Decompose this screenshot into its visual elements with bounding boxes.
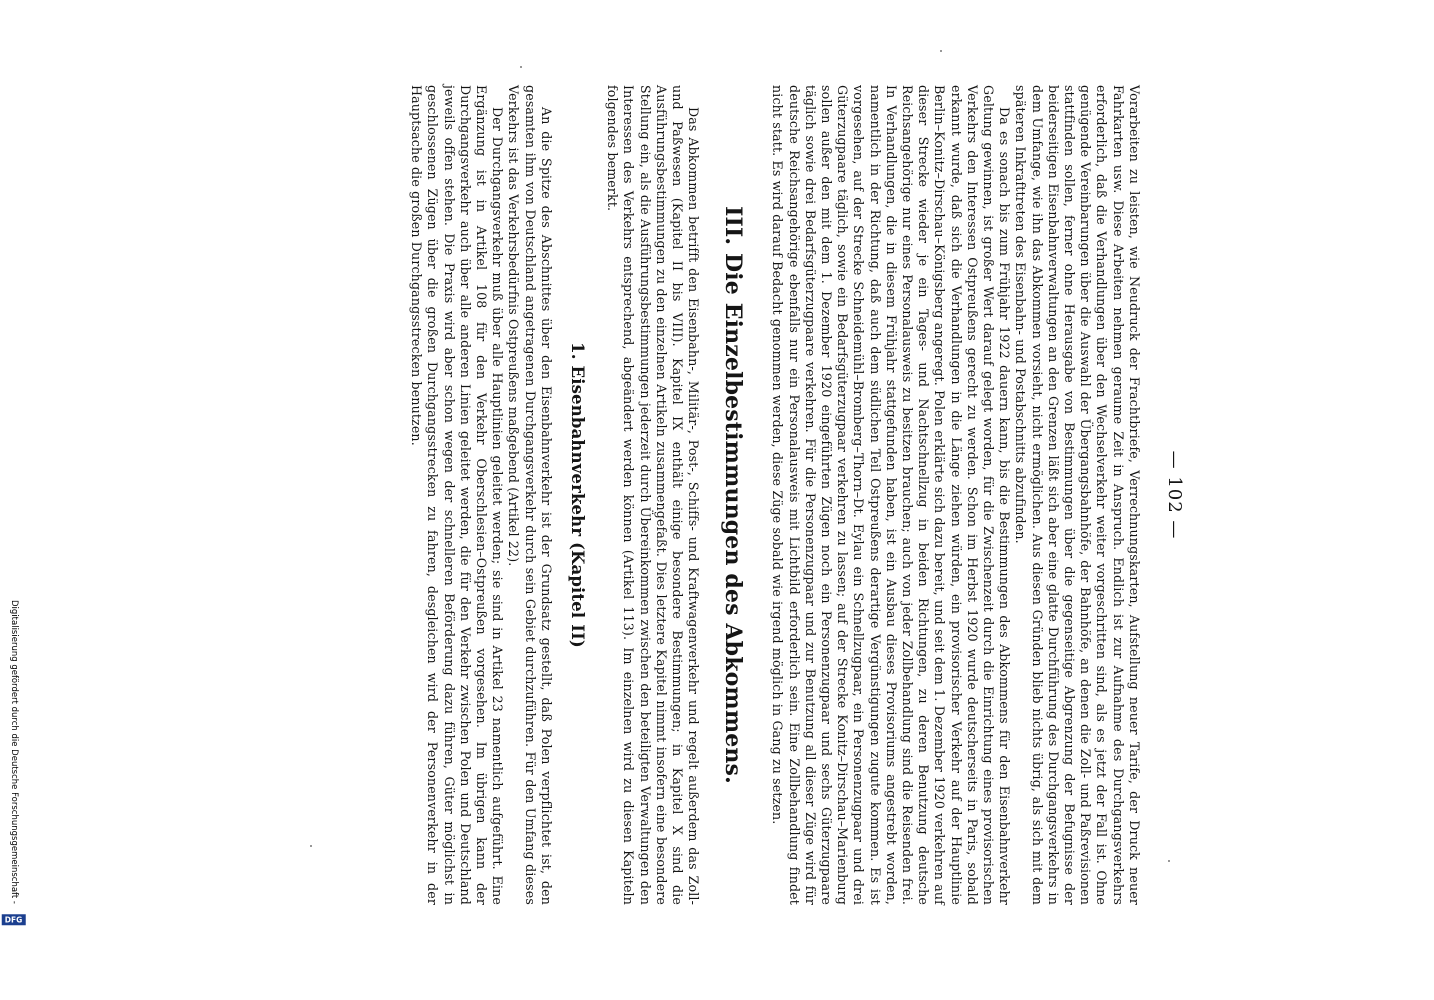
digitization-credit-text: Digitalisierung gefördert durch die Deutsche Forschungsgemeinschaft -	[9, 600, 19, 904]
scan-speck	[520, 66, 522, 68]
dfg-logo: DFG	[2, 914, 26, 925]
page-number: — 102 —	[1164, 450, 1185, 540]
rotated-page-content	[408, 85, 1185, 905]
body-paragraph: Der Durchgangsverkehr muß über alle Hauptlinien geleitet werden; sie sind in Artikel 23 namentlich aufgeführt. Eine Ergänzung ist in Artikel 108 für den Verkehr Oberschlesien–Ostpreußen vorgesehen. Im übrigen kann der Durchgangsverkehr auch über alle anderen Linien geleitet werden, die für den Verkehr zwischen Polen und Deutschland jeweils offen stehen. Die Praxis wird aber schon wegen der schnelleren Beförderung dazu führen, Güter möglichst in geschlossenen Zügen über die großen Durchgangsstrecken zu fahren, desgleichen wird der Personenverkehr in der Hauptsache die großen Durchgangsstrecken benutzen.	[409, 85, 506, 905]
body-paragraph: Da es sonach bis zum Frühjahr 1922 dauern kann, bis die Bestimmungen des Abkommens für den Eisenbahnverkehr Geltung gewinnen, ist großer Wert darauf gelegt worden, für die Zwischenzeit durch die Einrichtung eines provisorischen Verkehrs den Interessen Ostpreußens gerecht zu werden. Schon im Herbst 1920 wurde deutscherseits in Paris, sobald erkannt wurde, daß sich die Verhandlungen in die Länge ziehen würden, ein provisorischer Verkehr auf der Hauptlinie Berlin–Konitz–Dirschau–Königsberg angeregt. Polen erklärte sich dazu bereit, und seit dem 1. Dezember 1920 verkehren auf dieser Strecke wieder je ein Tages- und Nachtschnellzug in beiden Richtungen, zu deren Benutzung deutsche Reichsangehörige nur eines Personalausweis zu besitzen brauchen; auch von jeder Zollbehandlung sind die Reisenden frei. In Verhandlungen, die in diesem Frühjahr stattgefunden haben, ist ein Ausbau dieses Provisoriums angestrebt worden, namentlich in der Richtung, daß auch dem südlichen Teil Ostpreußens derartige Vergünstigungen zugute kommen. Es ist vorgesehen, auf der Strecke Schneidemühl–Bromberg–Thorn–Dt. Eylau ein Schnellzugpaar, ein Personenzugpaar und drei Güterzugpaare täglich, sowie ein Bedarfsgüterzugpaar verkehren zu lassen; auf der Strecke Konitz–Dirschau–Marienburg sollen außer den mit dem 1. Dezember 1920 eingeführten Zügen noch ein Personenzugpaar und sechs Güterzugpaare täglich sowie drei Bedarfsgüterzugpaare verkehren. Für die Personenzugpaar und zur Benutzung all dieser Züge wird für deutsche Reichsangehörige ebenfalls nur ein Personalausweis mit Lichtbild erforderlich sein. Eine Zollbehandlung findet nicht statt. Es wird darauf Bedacht genommen werden, diese Züge sobald wie irgend möglich in Gang zu setzen.	[770, 85, 1013, 905]
subsection-heading: 1. Eisenbahnverkehr (Kapitel II)	[567, 342, 587, 648]
section-heading: III. Die Einzelbestimmungen des Abkommens.	[720, 206, 747, 784]
body-paragraph: Das Abkommen betrifft den Eisenbahn-, Militär-, Post-, Schiffs- und Kraftwagenverkehr und regelt außerdem das Zoll- und Paßwesen (Kapitel II bis VIII). Kapitel IX enthält einige besondere Bestimmungen; in Kapitel X sind die Ausführungsbestimmungen zu den einzelnen Artikeln zusammengefaßt. Dies letztere Kapitel nimmt insofern eine besondere Stellung ein, als die Ausführungsbestimmungen jederzeit durch Übereinkommen zwischen den beteiligten Verwaltungen den Interessen des Verkehrs entsprechend, abgeändert werden können (Artikel 113). Im einzelnen wird zu diesen Kapiteln folgendes bemerkt.	[605, 85, 702, 905]
scan-speck	[310, 845, 312, 847]
scan-speck	[940, 50, 942, 52]
body-paragraph: An die Spitze des Abschnittes über den Eisenbahnverkehr ist der Grundsatz gestellt, daß Polen verpflichtet ist, den gesamten ihm von Deutschland angetragenen Durchgangsverkehr durch sein Gebiet durchzuführen. Für den Umfang dieses Verkehrs ist das Verkehrsbedürfnis Ostpreußens maßgebend (Artikel 22).	[506, 85, 554, 905]
body-paragraph: Vorarbeiten zu leisten, wie Neudruck der Frachtbriefe, Verrechnungskarten, Aufstellung neuer Tarife, der Druck neuer Fahrkarten usw. Diese Arbeiten nehmen geraume Zeit in Anspruch. Endlich ist zur Aufnahme des Durchgangsverkehrs erforderlich, daß die Verhandlungen über den Wechselverkehr weiter vorgeschritten sind, als es jetzt der Fall ist. Ohne genügende Vereinbarungen über die Auswahl der Übergangsbahnhöfe, der Bahnhöfe, an denen die Zoll- und Paßrevisionen stattfinden sollen, ferner ohne Herausgabe von Bestimmungen über die gegenseitige Abgrenzung der Befugnisse der beiderseitigen Eisenbahnverwaltungen an den Grenzen läßt sich aber eine glatte Durchführung des Durchgangsverkehrs in dem Umfange, wie ihn das Abkommen vorsieht, nicht ermöglichen. Aus diesen Gründen blieb nichts übrig, als sich mit dem späteren Inkrafttreten des Eisenbahn- und Postabschnitts abzufinden.	[1013, 85, 1142, 905]
digitization-credit	[5, 600, 23, 990]
